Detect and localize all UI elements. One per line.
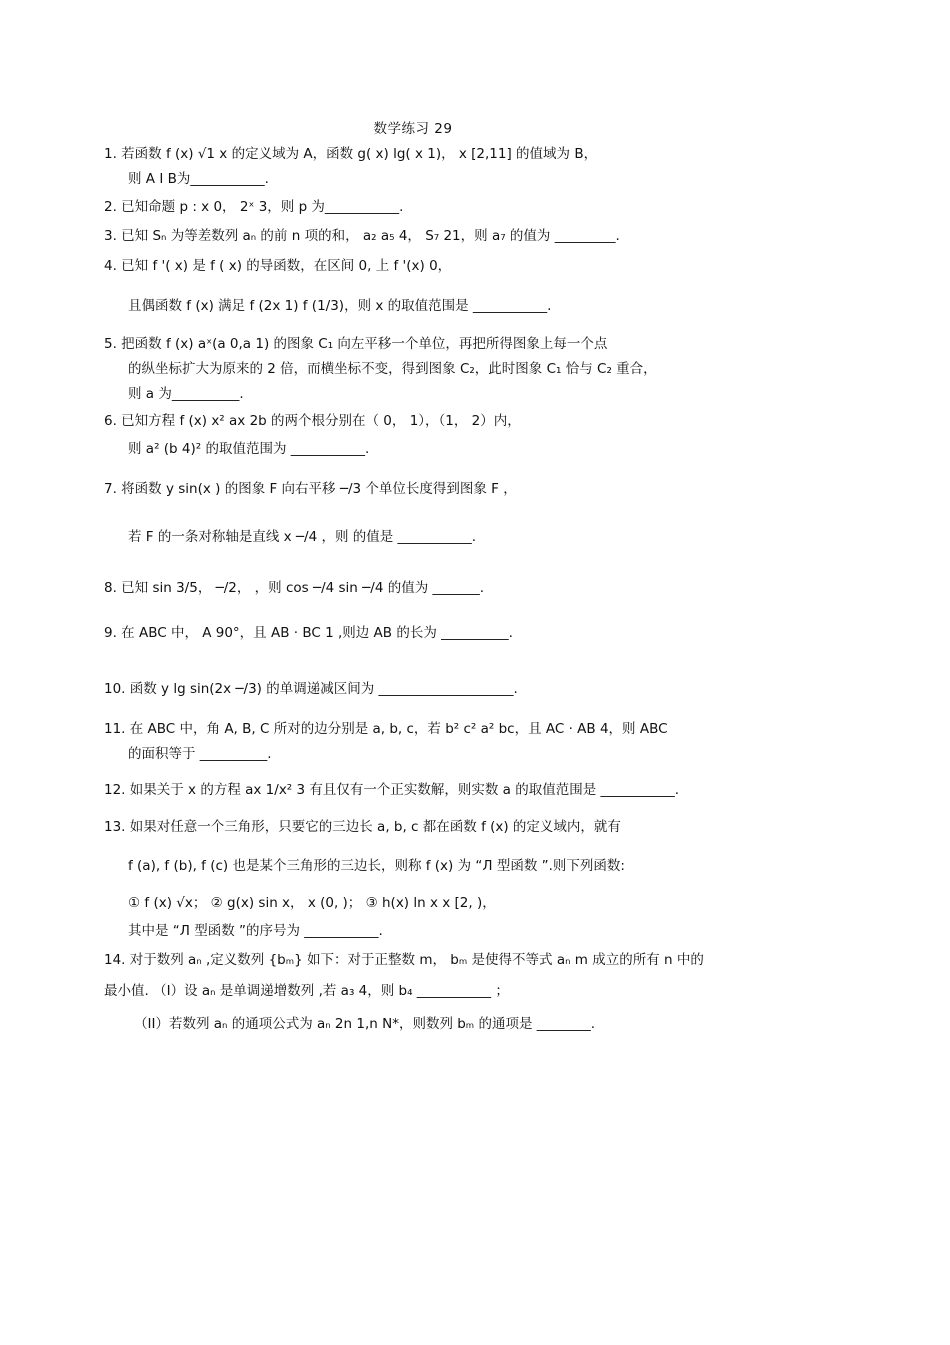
problem-9: 9. 在 ABC 中， A 90°，且 AB · BC 1 ,则边 AB 的长为 __________. [104, 625, 513, 641]
problem-2: 2. 已知命题 p : x 0， 2ˣ 3，则 p 为___________. [104, 199, 404, 215]
problem-10: 10. 函数 y lg sin(2x ─/3) 的单调递减区间为 ____________________. [104, 681, 518, 697]
problem-3: 3. 已知 Sₙ 为等差数列 aₙ 的前 n 项的和， a₂ a₅ 4， S₇ 21，则 a₇ 的值为 _________. [104, 228, 620, 244]
problem-1: 1. 若函数 f (x) √1 x 的定义域为 A，函数 g( x) lg( x 1)， x [2,11] 的值域为 B， [104, 146, 598, 162]
problem-5: 5. 把函数 f (x) aˣ(a 0,a 1) 的图象 C₁ 向左平移一个单位，再把所得图象上每一个点 [104, 336, 608, 352]
problem-7: 7. 将函数 y sin(x ) 的图象 F 向右平移 ─/3 个单位长度得到图象 F ， [104, 481, 517, 497]
page-title: 数学练习 29 [373, 121, 453, 137]
problem-13-cont-2: 其中是 “Л 型函数 ”的序号为 ___________. [128, 923, 383, 939]
problem-11-cont: 的面积等于 __________. [128, 746, 272, 762]
problem-13-cont: f (a), f (b), f (c) 也是某个三角形的三边长，则称 f (x) 为 “Л 型函数 ”.则下列函数: [128, 858, 625, 874]
problem-8: 8. 已知 sin 3/5， ─/2， ，则 cos ─/4 sin ─/4 的值为 _______. [104, 580, 485, 596]
problem-7-cont: 若 F 的一条对称轴是直线 x ─/4 ，则 的值是 ___________. [128, 529, 477, 545]
problem-14-part-2: （II）若数列 aₙ 的通项公式为 aₙ 2n 1,n N*，则数列 bₘ 的通项是 ________. [134, 1016, 596, 1032]
problem-6: 6. 已知方程 f (x) x² ax 2b 的两个根分别在（ 0， 1），（1， 2）内， [104, 413, 521, 429]
problem-13-options: ① f (x) √x； ② g(x) sin x， x (0, )； ③ h(x) ln x x [2, )， [128, 895, 496, 911]
problem-13: 13. 如果对任意一个三角形，只要它的三边长 a, b, c 都在函数 f (x) 的定义域内，就有 [104, 819, 621, 835]
problem-14: 14. 对于数列 aₙ ,定义数列 {bₘ} 如下：对于正整数 m， bₘ 是使得不等式 aₙ m 成立的所有 n 中的 [104, 952, 704, 968]
problem-5-cont-2: 则 a 为__________. [128, 386, 244, 402]
problem-5-cont: 的纵坐标扩大为原来的 2 倍，而横坐标不变，得到图象 C₂，此时图象 C₁ 恰与 C₂ 重合， [128, 361, 657, 377]
problem-12: 12. 如果关于 x 的方程 ax 1/x² 3 有且仅有一个正实数解，则实数 a 的取值范围是 ___________. [104, 782, 680, 798]
problem-11: 11. 在 ABC 中，角 A, B, C 所对的边分别是 a, b, c，若 b² c² a² bc，且 AC · AB 4，则 ABC [104, 721, 668, 737]
problem-4-cont: 且偶函数 f (x) 满足 f (2x 1) f (1/3)，则 x 的取值范围是 ___________. [128, 298, 552, 314]
problem-6-cont: 则 a² (b 4)² 的取值范围为 ___________. [128, 441, 370, 457]
problem-14-part-1: 最小值. （I）设 aₙ 是单调递增数列 ,若 a₃ 4，则 b₄ ___________ ； [104, 983, 509, 999]
problem-4: 4. 已知 f '( x) 是 f ( x) 的导函数，在区间 0, 上 f '(x) 0， [104, 258, 452, 274]
problem-1-cont: 则 A I B为___________. [128, 171, 269, 187]
